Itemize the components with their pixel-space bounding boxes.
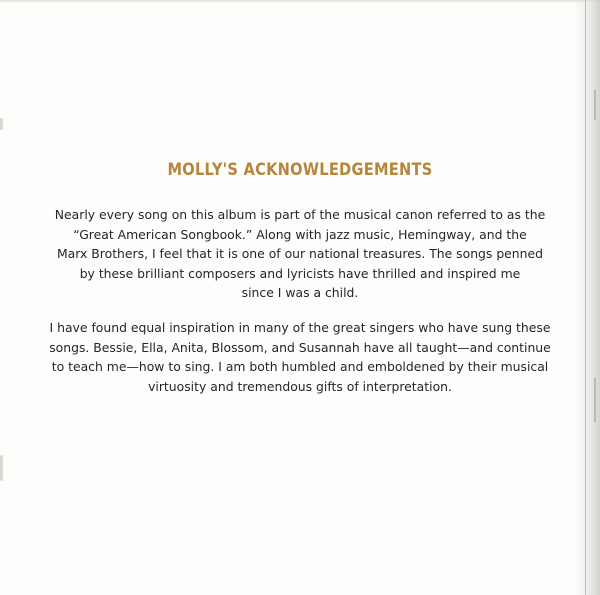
scan-mark-right-upper bbox=[594, 90, 596, 120]
paragraph-1 bbox=[30, 205, 570, 303]
paragraph-line: Nearly every song on this album is part of the musical canon referred to as the bbox=[54, 207, 546, 222]
paragraph-line: Marx Brothers, I feel that it is one of our national treasures. The songs penned bbox=[56, 246, 544, 262]
paragraph-line: “Great American Songbook.” Along with jazz music, Hemingway, and the bbox=[73, 226, 527, 242]
page-heading: MOLLY'S ACKNOWLEDGEMENTS bbox=[167, 160, 433, 180]
scan-mark-left-lower bbox=[0, 455, 3, 481]
paragraph-line: to teach me—how to sing. I am both humbled and emboldened by their musical bbox=[51, 359, 549, 375]
page-fold-line bbox=[585, 0, 586, 595]
paragraph-line: virtuosity and tremendous gifts of interpretation. bbox=[148, 378, 452, 394]
scan-edge-right bbox=[574, 0, 600, 595]
paragraph-line: since I was a child. bbox=[241, 285, 359, 301]
paragraph-2 bbox=[30, 318, 570, 396]
paragraph-line: by these brilliant composers and lyricists have thrilled and inspired me bbox=[79, 265, 521, 281]
scan-mark-right-lower bbox=[594, 378, 596, 422]
scan-edge-top bbox=[0, 0, 600, 3]
paragraph-line: songs. Bessie, Ella, Anita, Blossom, and Susannah have all taught—and continue bbox=[49, 339, 551, 355]
paragraph-line: I have found equal inspiration in many of the great singers who have sung these bbox=[49, 320, 551, 335]
scan-mark-left-upper bbox=[0, 118, 3, 130]
